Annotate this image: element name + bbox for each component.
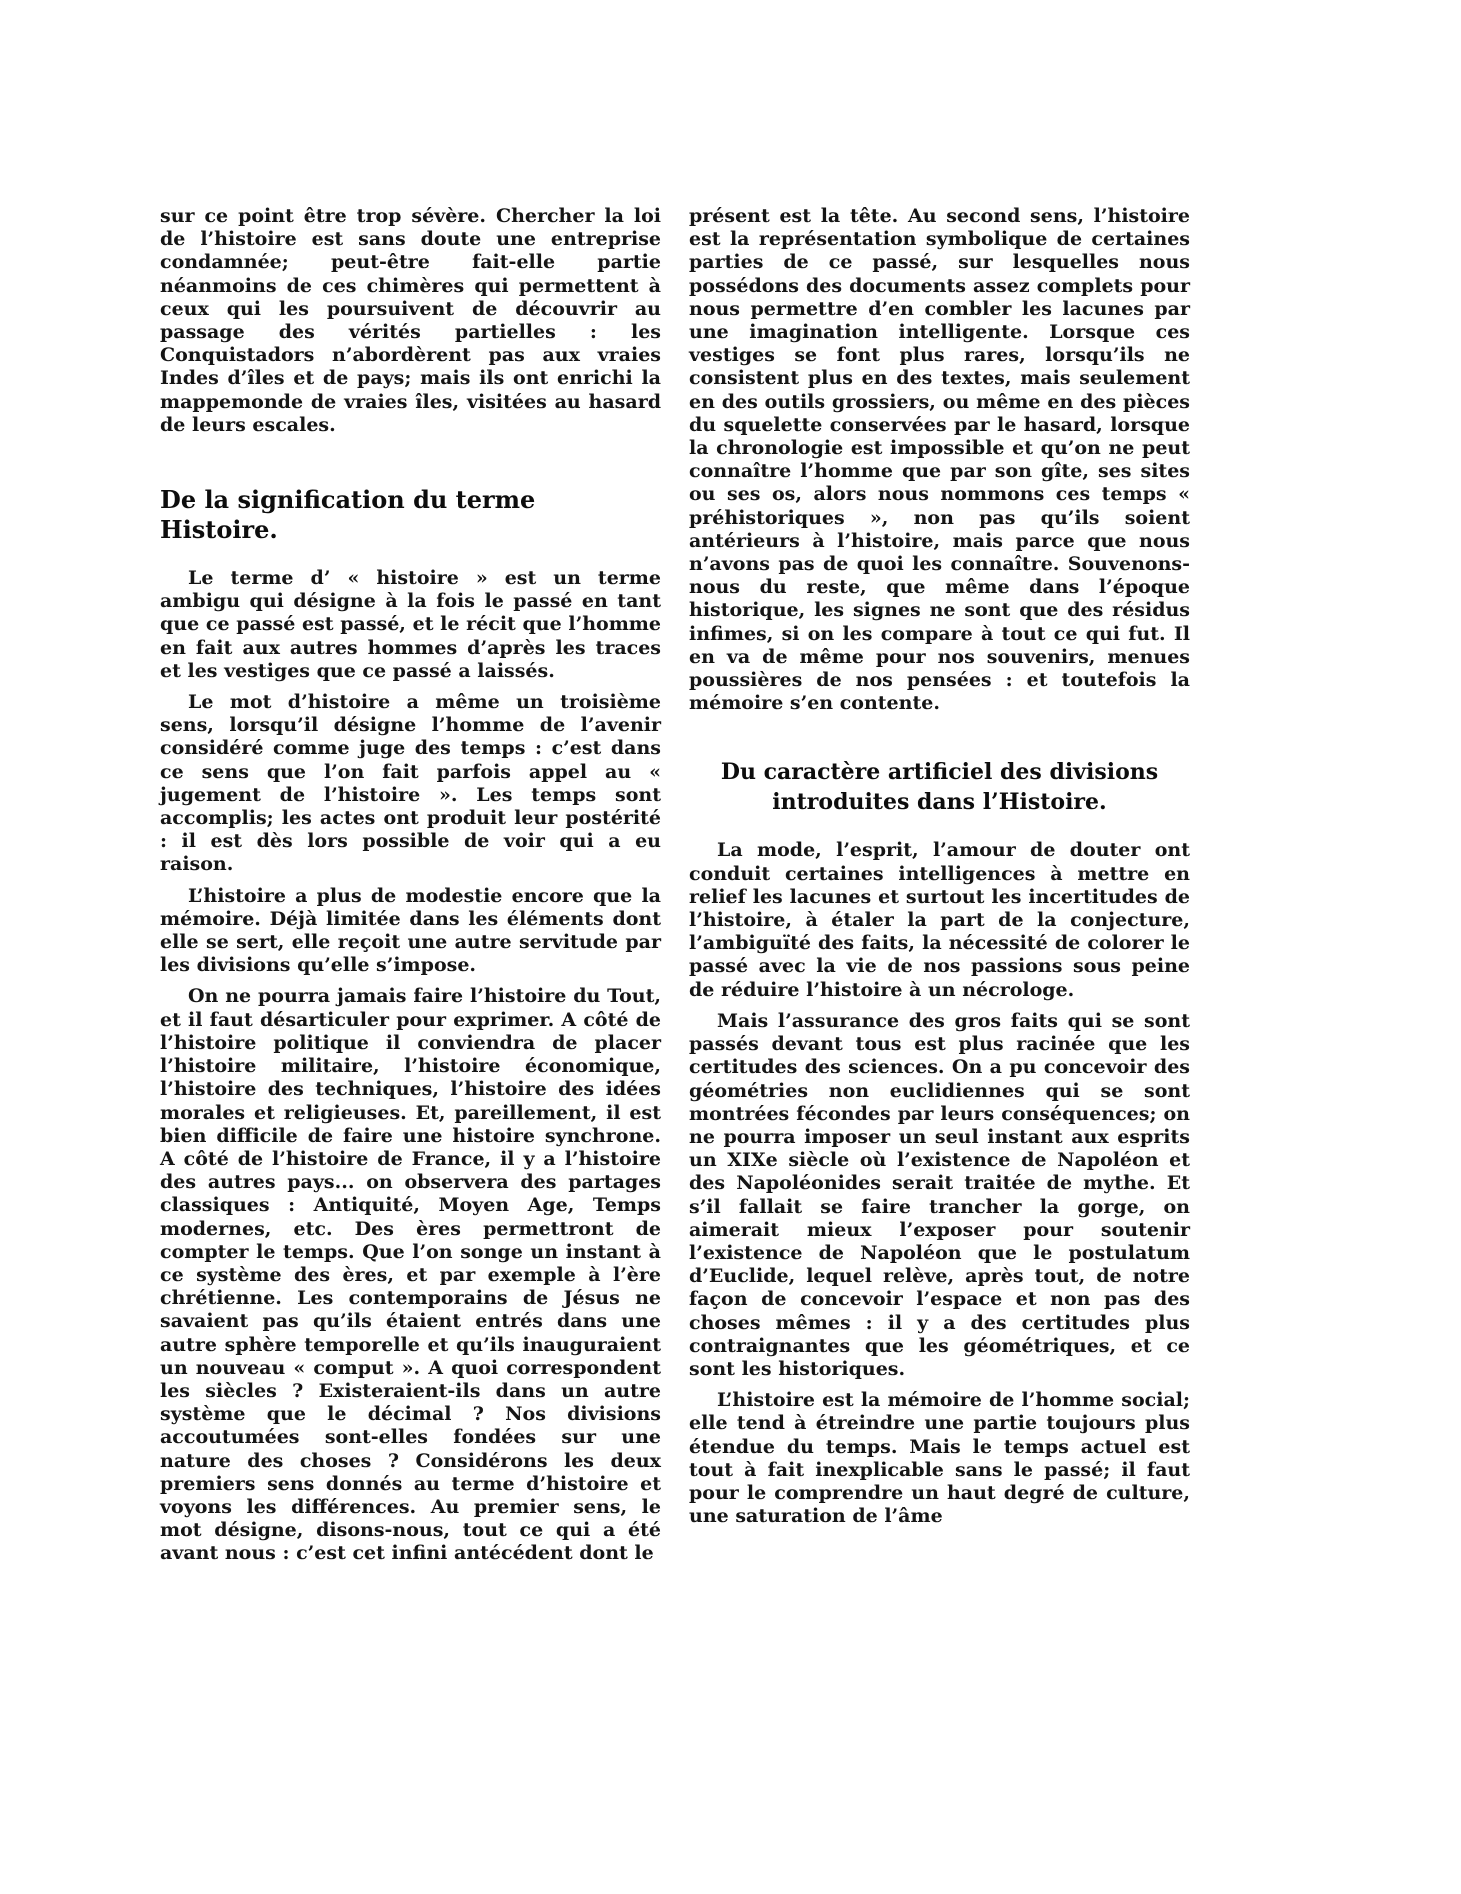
- paragraph: Mais l’assurance des gros faits qui se sont passés devant tous est plus racinée que les certitudes des sciences. On a pu concevoir des géométries non euclidiennes qui se sont montrées fécondes par leurs conséquences; on ne pourra imposer un seul instant aux esprits un XIXe siècle où l’existence de Napoléon et des Napoléonides serait traitée de mythe. Et s’il fallait se faire trancher la gorge, on aimerait mieux l’exposer pour soutenir l’existence de Napoléon que le postulatum d’Euclide, lequel relève, après tout, de notre façon de concevoir l’espace et non pas des choses mêmes : il y a des certitudes plus contraignantes que les géométriques, et ce sont les historiques.: [689, 1009, 1190, 1380]
- section-heading-signification: De la signification du terme Histoire.: [160, 485, 536, 545]
- paragraph-continued: présent est la tête. Au second sens, l’histoire est la représentation symbolique de certaines parties de ce passé, sur lesquelles nous possédons des documents assez complets pour nous permettre d’en combler les lacunes par une imagination intelligente. Lorsque ces vestiges se font plus rares, lorsqu’ils ne consistent plus en des textes, mais seulement en des outils grossiers, ou même en des pièces du squelette conservées par le hasard, lorsque la chronologie est impossible et qu’on ne peut connaître l’homme que par son gîte, ses sites ou ses os, alors nous nommons ces temps « préhistoriques », non pas qu’ils soient antérieurs à l’histoire, mais parce que nous n’avons pas de quoi les connaître. Souvenons-nous du reste, que même dans l’époque historique, les signes ne sont que des résidus infimes, si on les compare à tout ce qui fut. Il en va de même pour nos souvenirs, menues poussières de nos pensées : et toutefois la mémoire s’en contente.: [689, 205, 1190, 715]
- left-column: [160, 205, 661, 1566]
- heading-line-1: Du caractère artificiel des divisions: [720, 759, 1159, 786]
- paragraph: L’histoire est la mémoire de l’homme social; elle tend à étreindre une partie toujours plus étendue du temps. Mais le temps actuel est tout à fait inexplicable sans le passé; il faut pour le comprendre un haut degré de culture, une saturation de l’âme: [689, 1389, 1190, 1528]
- paragraph: On ne pourra jamais faire l’histoire du Tout, et il faut désarticuler pour exprimer. A côté de l’histoire politique il conviendra de placer l’histoire militaire, l’histoire économique, l’histoire des techniques, l’histoire des idées morales et religieuses. Et, pareillement, il est bien difficile de faire une histoire synchrone. A côté de l’histoire de France, il y a l’histoire des autres pays... on observera des partages classiques : Antiquité, Moyen Age, Temps modernes, etc. Des ères permettront de compter le temps. Que l’on songe un instant à ce système des ères, et par exemple à l’ère chrétienne. Les contemporains de Jésus ne savaient pas qu’ils étaient entrés dans une autre sphère temporelle et qu’ils inauguraient un nouveau « comput ». A quoi correspondent les siècles ? Existeraient-ils dans un autre système que le décimal ? Nos divisions accoutumées sont-elles fondées sur une nature des choses ? Considérons les deux premiers sens donnés au terme d’histoire et voyons les différences. Au premier sens, le mot désigne, disons-nous, tout ce qui a été avant nous : c’est cet infini antécédent dont le: [160, 985, 661, 1565]
- paragraph: L’histoire a plus de modestie encore que la mémoire. Déjà limitée dans les éléments dont elle se sert, elle reçoit une autre servitude par les divisions qu’elle s’impose.: [160, 884, 661, 977]
- paragraph: La mode, l’esprit, l’amour de douter ont conduit certaines intelligences à mettre en relief les lacunes et surtout les incertitudes de l’histoire, à étaler la part de la conjecture, l’ambiguïté des faits, la nécessité de colorer le passé avec la vie de nos passions sous peine de réduire l’histoire à un nécrologe.: [689, 839, 1190, 1001]
- heading-line-2: introduites dans l’Histoire.: [772, 789, 1107, 816]
- section-heading-divisions: [689, 757, 1190, 817]
- paragraph: Le mot d’histoire a même un troisième sens, lorsqu’il désigne l’homme de l’avenir considéré comme juge des temps : c’est dans ce sens que l’on fait parfois appel au « jugement de l’histoire ». Les temps sont accomplis; les actes ont produit leur postérité : il est dès lors possible de voir qui a eu raison.: [160, 691, 661, 876]
- paragraph: Le terme d’ « histoire » est un terme ambigu qui désigne à la fois le passé en tant que ce passé est passé, et le récit que l’homme en fait aux autres hommes d’après les traces et les vestiges que ce passé a laissés.: [160, 567, 661, 682]
- paragraph-continued: sur ce point être trop sévère. Chercher la loi de l’histoire est sans doute une entreprise condamnée; peut-être fait-elle partie néanmoins de ces chimères qui permettent à ceux qui les poursuivent de découvrir au passage des vérités partielles : les Conquistadors n’abordèrent pas aux vraies Indes d’îles et de pays; mais ils ont enrichi la mappemonde de vraies îles, visitées au hasard de leurs escales.: [160, 205, 661, 436]
- right-column: [689, 205, 1190, 1528]
